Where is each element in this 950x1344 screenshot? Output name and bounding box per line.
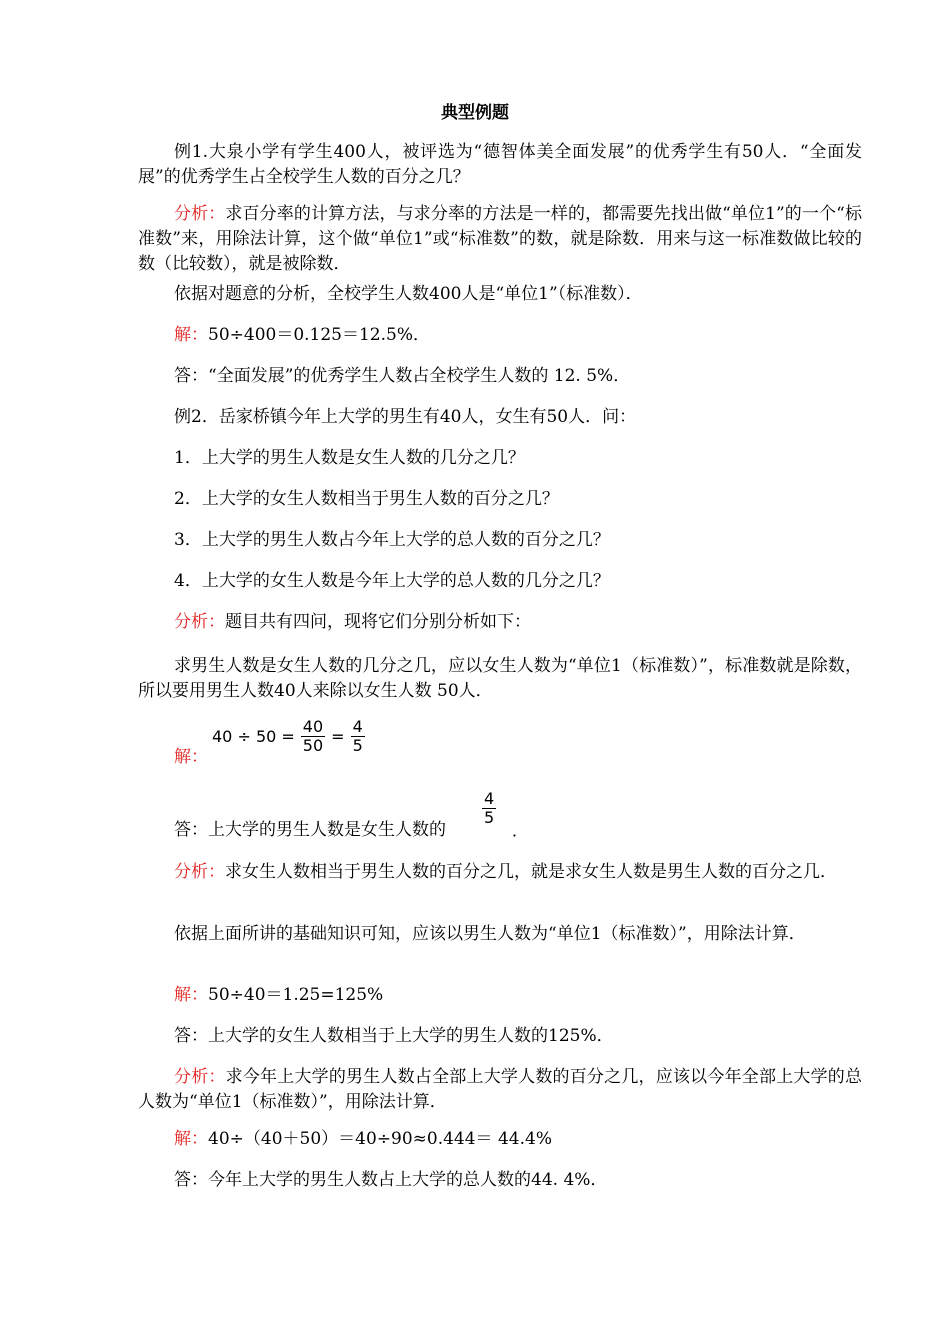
fraction-numerator: 40 <box>302 717 324 736</box>
question-item-4: 4．上大学的女生人数是今年上大学的总人数的几分之几？ <box>174 571 610 591</box>
part3-analysis <box>138 1065 862 1115</box>
answer-period <box>512 818 528 841</box>
example1-question: 例1.大泉小学有学生400人，被评选为“德智体美全面发展”的优秀学生有50人．“全面发展”的优秀学生占全校学生人数的百分之几？ <box>138 142 862 187</box>
answer-text: 答：上大学的男生人数是女生人数的 <box>174 820 446 840</box>
analysis-text: 求百分率的计算方法，与求分率的方法是一样的，都需要先找出做“单位1”的一个“标准数”来，用除法计算，这个做“单位1”或“标准数”的数，就是除数．用来与这一标准数做比较的数（比较数），就是被除数． <box>138 204 863 274</box>
example2-analysis <box>138 610 862 635</box>
fraction-denominator: 50 <box>302 736 324 755</box>
page-title: 典型例题 <box>441 103 509 123</box>
part2-answer: 答：上大学的女生人数相当于上大学的男生人数的125%． <box>174 1026 614 1046</box>
analysis-label: 分析： <box>174 612 225 632</box>
fraction-numerator: 4 <box>352 717 363 736</box>
part3-answer: 答：今年上大学的男生人数占上大学的总人数的44. 4%． <box>174 1170 608 1190</box>
part1-answer <box>138 818 862 843</box>
solution-text: 50÷400＝0.125＝12.5%． <box>208 325 430 345</box>
example1-analysis <box>138 202 862 277</box>
fraction-denominator: 5 <box>352 736 363 755</box>
part1-analysis: 求男生人数是女生人数的几分之几，应以女生人数为“单位1（标准数）”，标准数就是除数，所以要用男生人数40人来除以女生人数 50人． <box>138 656 862 701</box>
fraction-numerator: 4 <box>484 789 495 808</box>
analysis-label: 分析： <box>174 862 225 882</box>
part3-solution <box>138 1127 862 1152</box>
analysis-label: 分析： <box>174 204 226 224</box>
solution-text: 50÷40＝1.25=125% <box>208 985 384 1005</box>
example1-basis: 依据对题意的分析，全校学生人数400人是“单位1”（标准数）． <box>174 284 643 304</box>
part2-solution <box>138 983 862 1008</box>
example2-question: 例2．岳家桥镇今年上大学的男生有40人，女生有50人．问： <box>174 407 637 427</box>
period: ． <box>512 821 529 840</box>
example1-answer: 答：“全面发展”的优秀学生人数占全校学生人数的 12. 5%． <box>174 366 631 386</box>
analysis-intro: 题目共有四问，现将它们分别分析如下： <box>225 612 531 632</box>
example1-solution <box>138 323 862 348</box>
question-item-3: 3．上大学的男生人数占今年上大学的总人数的百分之几？ <box>174 530 610 550</box>
part2-analysis <box>138 860 862 885</box>
solution-text: 40÷（40＋50）＝40÷90≈0.444＝ 44.4% <box>208 1129 552 1149</box>
equation-lhs: 40 ÷ 50 = <box>212 727 295 746</box>
analysis-text: 求女生人数相当于男生人数的百分之几，就是求女生人数是男生人数的百分之几． <box>225 862 837 882</box>
equals-sign: = <box>331 727 345 746</box>
analysis-text: 求今年上大学的男生人数占全部上大学人数的百分之几，应该以今年全部上大学的总人数为“单位1（标准数）”，用除法计算． <box>138 1067 863 1112</box>
solution-label: 解： <box>174 985 208 1005</box>
solution-label: 解： <box>174 1129 208 1149</box>
solution-label: 解： <box>174 747 208 767</box>
fraction-4-5 <box>351 718 365 755</box>
fraction-40-50 <box>301 718 325 755</box>
part1-equation <box>212 718 365 755</box>
part2-basis: 依据上面所讲的基础知识可知，应该以男生人数为“单位1（标准数）”，用除法计算． <box>174 924 806 944</box>
fraction-4-5 <box>482 790 496 827</box>
question-item-2: 2．上大学的女生人数相当于男生人数的百分之几？ <box>174 489 559 509</box>
question-item-1: 1．上大学的男生人数是女生人数的几分之几？ <box>174 448 525 468</box>
fraction-denominator: 5 <box>484 808 495 827</box>
solution-label: 解： <box>174 325 208 345</box>
answer-fraction-group <box>482 790 496 827</box>
analysis-label: 分析： <box>174 1067 226 1087</box>
